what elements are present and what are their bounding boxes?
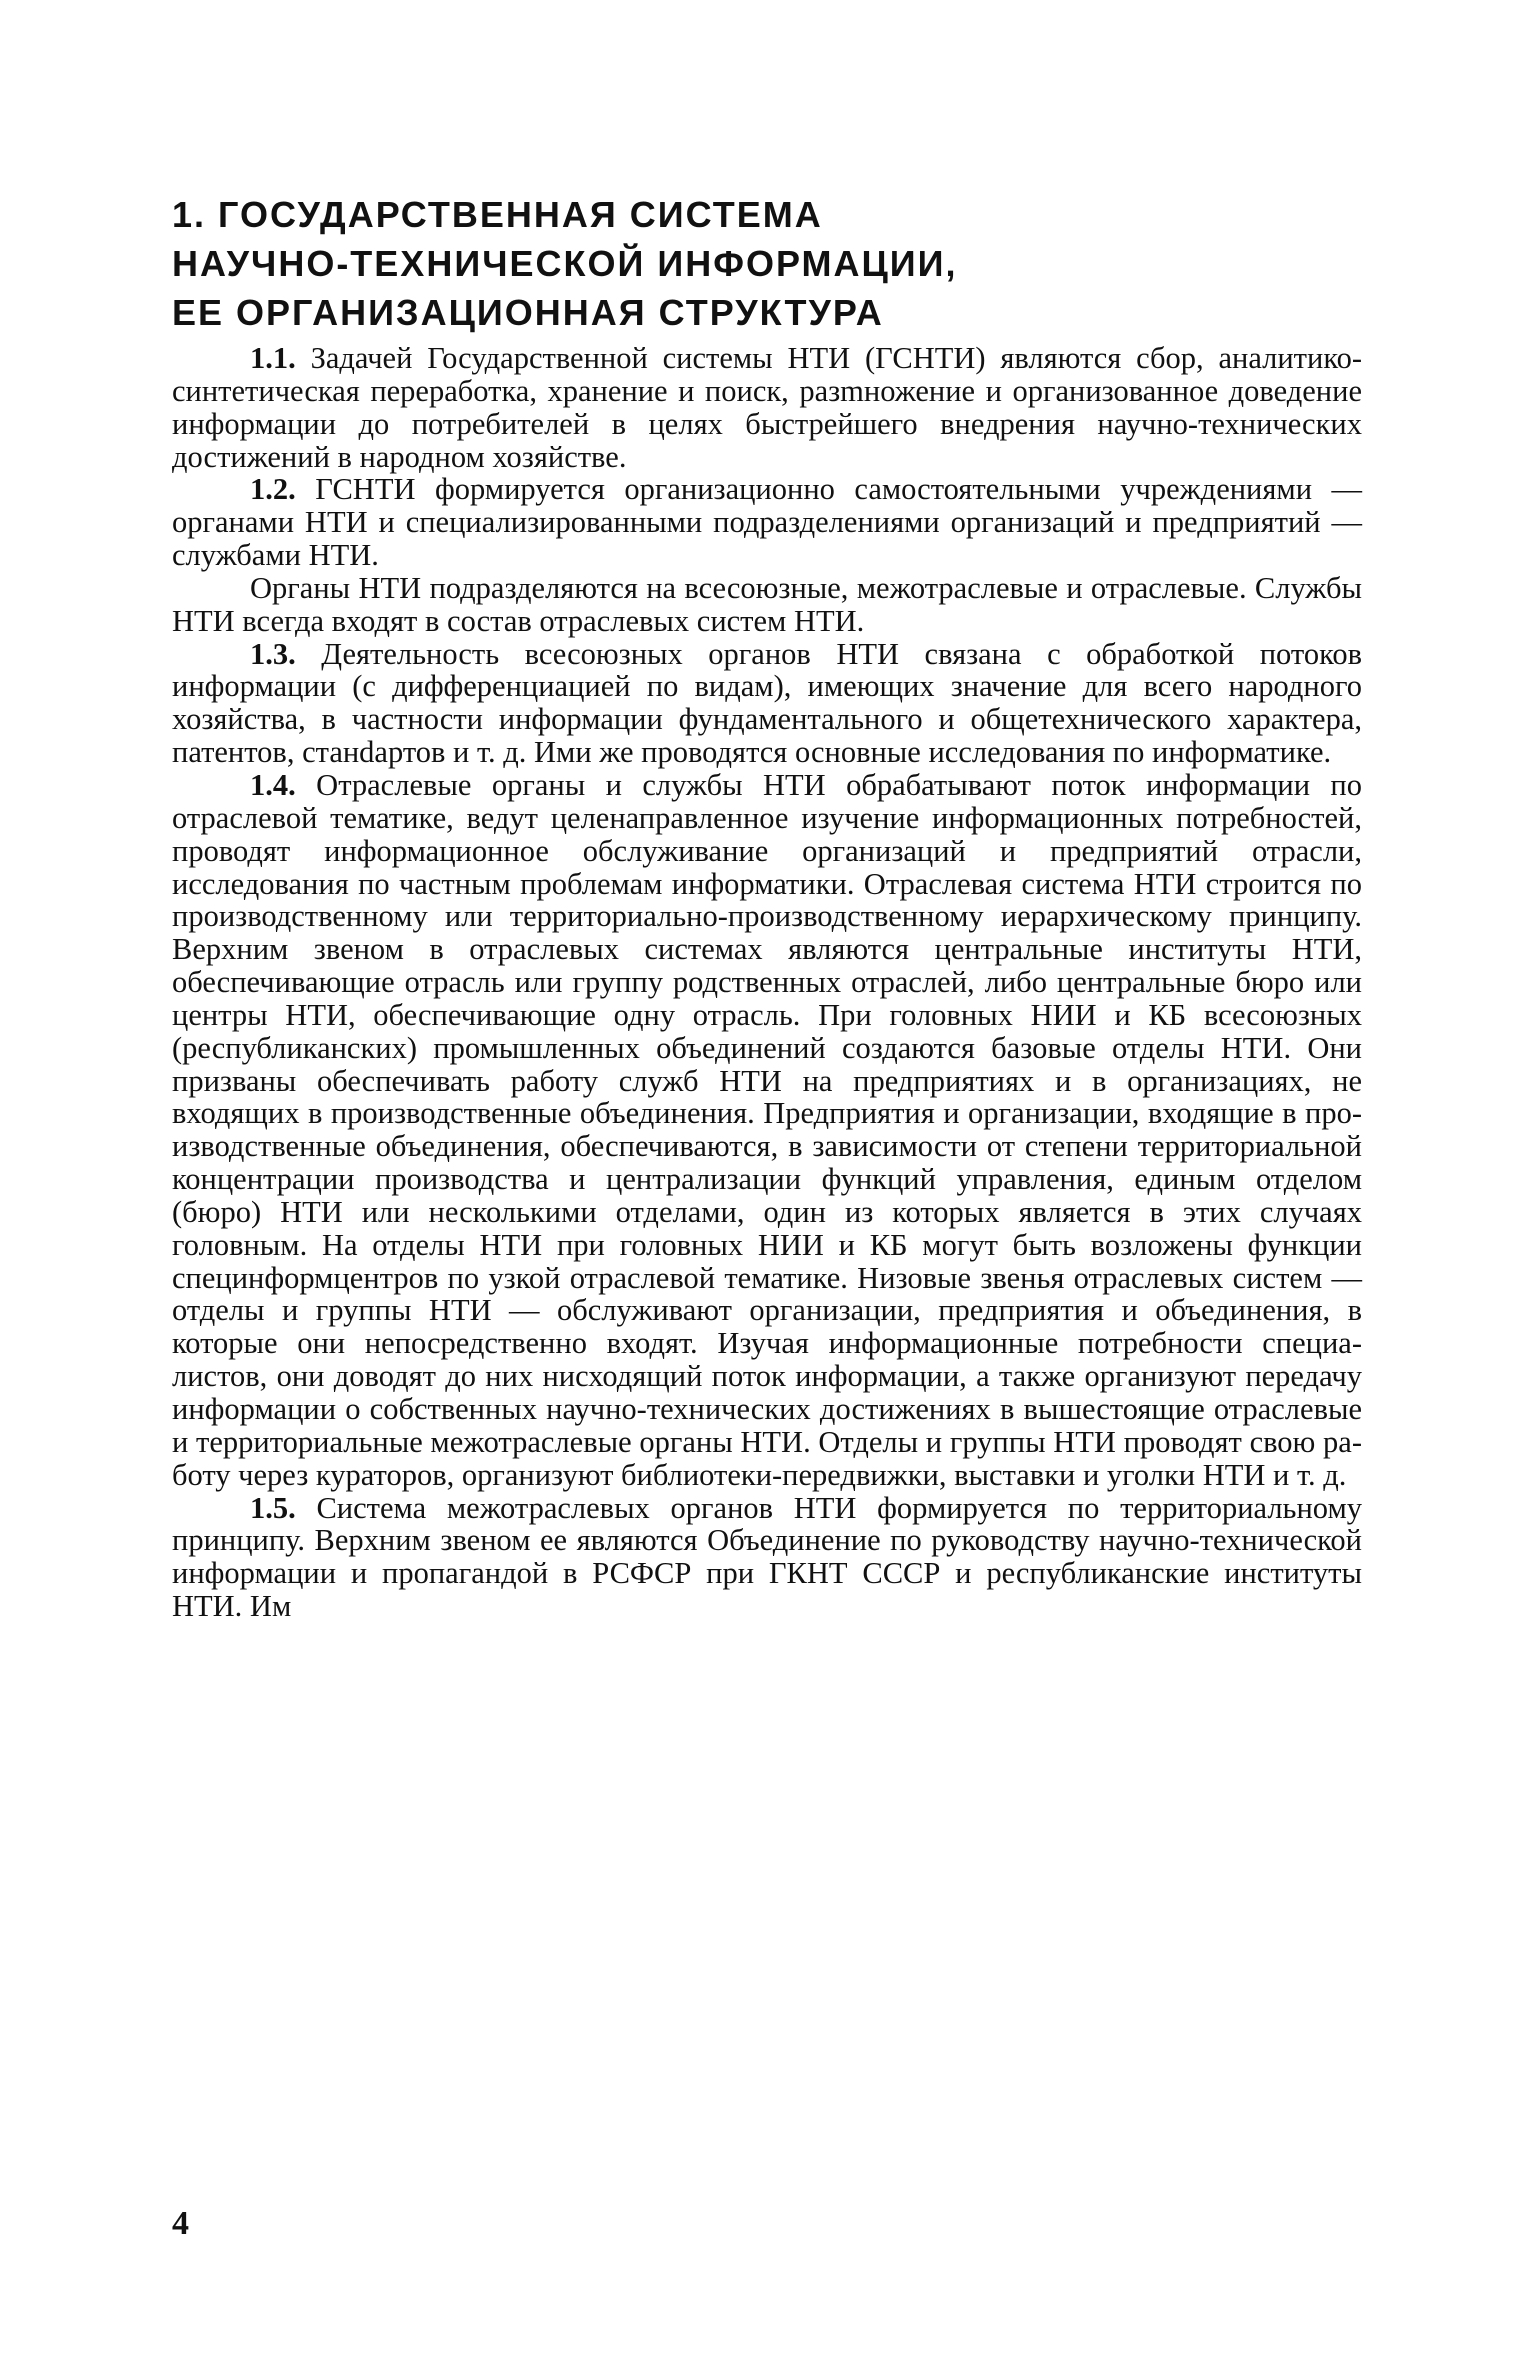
section-number: 1.1.	[250, 341, 296, 375]
section-number: 1.4.	[250, 767, 296, 802]
paragraph-1-2	[172, 473, 1362, 572]
section-number: 1.2.	[250, 472, 296, 507]
paragraph-organs	[172, 572, 1362, 638]
paragraph-text: ГСНТИ формируется организационно самостоятельными учреждениями — органами НТИ и специализированными подразделениями организаций и предприятий — службами НТИ.	[172, 472, 1363, 573]
body-text	[172, 342, 1362, 1623]
paragraph-1-5	[172, 1492, 1362, 1623]
paragraph-text: Задачей Государственной системы НТИ (ГСНТИ) являются сбор, аналитико-синтетическая переработка, хранение и поиск, разmножение и организованное доведение информации до потребителей в целях быстрейшего внедрения научно-технических достижений в народном хозяйстве.	[172, 341, 1362, 474]
paragraph-text: Система межотраслевых органов НТИ формируется по территориальному принципу. Верхним звеном ее являются Объединение по руководству научно-технической информации и пропагандой в РСФСР при ГКНТ СССР и республиканские институты НТИ. Им	[172, 1490, 1362, 1624]
paragraph-1-3	[172, 638, 1362, 769]
page-number: 4	[172, 2205, 189, 2242]
paragraph-text: Деятельность всесоюзных органов НТИ связана с обработкой потоков информации (с дифференциацией по видам), имеющих значение для всего народного хозяйства, в частности информации фундаментального и общетехнического характера, патентов, станdартов и т. д. Ими же проводятся основные исследования по информатике.	[172, 636, 1363, 770]
section-number: 1.3.	[250, 636, 296, 671]
paragraph-1-1	[172, 342, 1362, 473]
heading-line-3: ЕЕ ОРГАНИЗАЦИОННАЯ СТРУКТУРА	[172, 292, 884, 334]
paragraph-text: Отраслевые органы и службы НТИ обрабатывают поток информации по отраслевой тематике, ведут целенаправленное изучение информационных потребностей, проводят информационное обслуживание организаций и предприятий отрасли, исследования по частным проблемам информатики. Отраслевая система НТИ строится по производственному или территориально-производственному иерархическому принципу. Верхним звеном в отраслевых системах являются центральные институты НТИ, обеспечивающие отрасль или группу родственных отраслей, либо центральные бюро или центры НТИ, обеспечивающие одну отрасль. При головных НИИ и КБ всесоюзных (республиканских) промышленных объединений создаются базовые отделы НТИ. Они призваны обеспечивать работу служб НТИ на предприятиях и в организациях, не входящих в производственные объединения. Предприятия и организации, входящие в производственные объединения, обеспечиваются, в зависимости от степени территориальной концентрации производства и централизации функций управления, единым отделом (бюро) НТИ или несколькими отделами, один из которых является в этих случаях головным. На отделы НТИ при головных НИИ и КБ могут быть возложены функции специнформцентров по узкой отраслевой тематике. Низовые звенья отраслевых систем — отделы и группы НТИ — обслуживают организации, предприятия и объединения, в которые они непосредственно входят. Изучая информационные потребности специалистов, они доводят до них нисходящий поток информации, а также организуют передачу информации о собственных научно-технических достижениях в вышестоящие отраслевые и территориальные межотраслевые органы НТИ. Отделы и группы НТИ проводят свою работу через кураторов, организуют библиотеки-передвижки, выставки и уголки НТИ и т. д.	[172, 767, 1362, 1492]
chapter-heading	[172, 190, 1362, 337]
document-page	[172, 0, 1362, 2363]
paragraph-text: Органы НТИ подразделяются на всесоюзные, межотраслевые и отраслевые. Службы НТИ всегда входят в состав отраслевых систем НТИ.	[172, 570, 1362, 638]
section-number: 1.5.	[250, 1490, 296, 1525]
paragraph-1-4	[172, 769, 1362, 1492]
heading-line-2: НАУЧНО-ТЕХНИЧЕСКОЙ ИНФОРМАЦИИ,	[172, 243, 958, 285]
heading-line-1: 1. ГОСУДАРСТВЕННАЯ СИСТЕМА	[172, 194, 823, 236]
